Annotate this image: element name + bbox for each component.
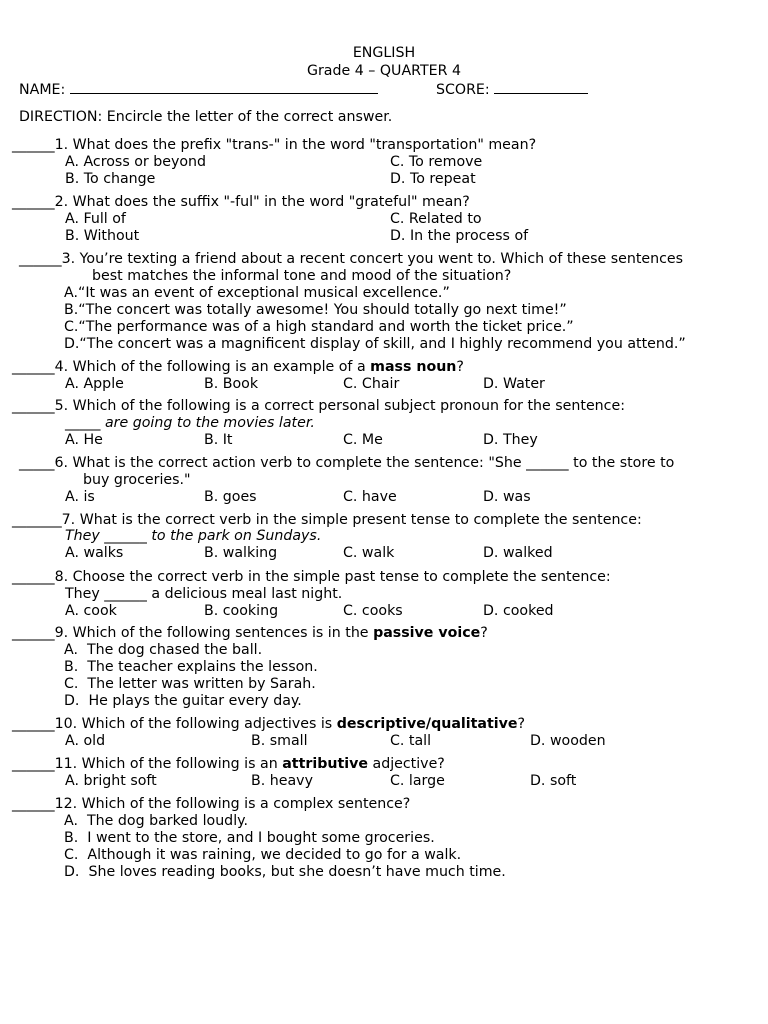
name-label: NAME: <box>19 82 66 98</box>
option-d[interactable]: D. She loves reading books, but she doesn’t have much time. <box>64 864 506 880</box>
option-c[interactable]: C. Although it was raining, we decided to go for a walk. <box>64 847 462 863</box>
question-8 <box>12 569 611 586</box>
option-b[interactable]: B. To change <box>65 171 156 187</box>
option-c[interactable]: C. Chair <box>343 376 400 392</box>
option-a[interactable]: A.“It was an event of exceptional musical excellence.” <box>64 285 450 301</box>
option-b[interactable]: B. It <box>204 432 233 448</box>
option-a[interactable]: A. is <box>65 489 95 505</box>
name-field[interactable] <box>19 81 378 99</box>
question-7 <box>12 512 642 529</box>
answer-blank[interactable]: ______ <box>12 194 55 210</box>
question-keyword: mass noun <box>370 359 457 375</box>
answer-blank[interactable]: ______ <box>12 625 55 641</box>
sentence-blank: _____ <box>65 415 101 431</box>
sentence-text: are going to the movies later. <box>104 415 315 431</box>
question-11 <box>12 756 445 773</box>
option-d[interactable]: D. wooden <box>530 733 606 749</box>
option-d[interactable]: D. To repeat <box>390 171 476 187</box>
score-line <box>494 81 588 94</box>
answer-blank[interactable]: ______ <box>12 716 55 732</box>
option-c[interactable]: C. cooks <box>343 603 403 619</box>
option-c[interactable]: C. walk <box>343 545 395 561</box>
answer-blank[interactable]: _____ <box>19 455 55 471</box>
name-line <box>70 81 378 94</box>
question-1 <box>12 137 536 154</box>
option-c[interactable]: C. Related to <box>390 211 482 227</box>
question-prompt-end: ? <box>480 625 488 641</box>
option-d[interactable]: D. was <box>483 489 531 505</box>
question-keyword: passive voice <box>373 625 481 641</box>
question-prompt-cont: best matches the informal tone and mood of the situation? <box>92 268 512 284</box>
question-prompt: 6. What is the correct action verb to complete the sentence: "She ______ to the store to <box>54 455 675 471</box>
question-prompt: 2. What does the suffix "-ful" in the word "grateful" mean? <box>54 194 470 210</box>
question-9 <box>12 625 488 642</box>
option-d[interactable]: D. Water <box>483 376 545 392</box>
option-a[interactable]: A. old <box>65 733 106 749</box>
answer-blank[interactable]: ______ <box>19 251 62 267</box>
question-6 <box>19 455 674 472</box>
question-2 <box>12 194 470 211</box>
option-c[interactable]: C. have <box>343 489 397 505</box>
option-b[interactable]: B. The teacher explains the lesson. <box>64 659 318 675</box>
option-c[interactable]: C. Me <box>343 432 383 448</box>
question-3 <box>19 251 683 268</box>
option-b[interactable]: B. walking <box>204 545 278 561</box>
option-b[interactable]: B. Without <box>65 228 140 244</box>
question-sentence: They ______ a delicious meal last night. <box>65 586 343 602</box>
option-a[interactable]: A. The dog chased the ball. <box>64 642 263 658</box>
question-prompt: 10. Which of the following adjectives is <box>54 716 337 732</box>
option-c[interactable]: C. The letter was written by Sarah. <box>64 676 316 692</box>
option-b[interactable]: B. goes <box>204 489 257 505</box>
answer-blank[interactable]: _______ <box>12 512 62 528</box>
option-d[interactable]: D. They <box>483 432 538 448</box>
option-b[interactable]: B.“The concert was totally awesome! You should totally go next time!” <box>64 302 567 318</box>
option-b[interactable]: B. cooking <box>204 603 279 619</box>
option-a[interactable]: A. Full of <box>65 211 126 227</box>
answer-blank[interactable]: ______ <box>12 756 55 772</box>
option-d[interactable]: D.“The concert was a magnificent display of skill, and I highly recommend you attend.” <box>64 336 686 352</box>
option-c[interactable]: C. large <box>390 773 445 789</box>
option-d[interactable]: D. In the process of <box>390 228 529 244</box>
question-prompt: 5. Which of the following is a correct personal subject pronoun for the sentence: <box>54 398 625 414</box>
option-a[interactable]: A. The dog barked loudly. <box>64 813 249 829</box>
answer-blank[interactable]: ______ <box>12 796 55 812</box>
option-a[interactable]: A. Across or beyond <box>65 154 207 170</box>
direction-text: DIRECTION: Encircle the letter of the correct answer. <box>19 109 393 125</box>
question-prompt: 3. You’re texting a friend about a recent concert you went to. Which of these sentences <box>61 251 684 267</box>
subject-title: ENGLISH <box>352 45 416 61</box>
score-field[interactable] <box>436 81 588 99</box>
question-5 <box>12 398 625 415</box>
option-c[interactable]: C. tall <box>390 733 432 749</box>
question-4 <box>12 359 464 376</box>
option-a[interactable]: A. cook <box>65 603 117 619</box>
question-12 <box>12 796 410 813</box>
question-prompt: 7. What is the correct verb in the simple present tense to complete the sentence: <box>61 512 642 528</box>
answer-blank[interactable]: ______ <box>12 137 55 153</box>
answer-blank[interactable]: ______ <box>12 359 55 375</box>
answer-blank[interactable]: ______ <box>12 569 55 585</box>
question-prompt-end: ? <box>456 359 464 375</box>
option-c[interactable]: C. To remove <box>390 154 483 170</box>
question-sentence <box>65 415 315 432</box>
question-prompt: 9. Which of the following sentences is in the <box>54 625 374 641</box>
option-a[interactable]: A. bright soft <box>65 773 157 789</box>
option-a[interactable]: A. Apple <box>65 376 124 392</box>
question-keyword: descriptive/qualitative <box>336 716 518 732</box>
option-b[interactable]: B. heavy <box>251 773 313 789</box>
question-keyword: attributive <box>282 756 368 772</box>
option-d[interactable]: D. cooked <box>483 603 554 619</box>
option-d[interactable]: D. walked <box>483 545 553 561</box>
question-prompt: 11. Which of the following is an <box>54 756 283 772</box>
question-prompt: 12. Which of the following is a complex sentence? <box>54 796 411 812</box>
option-d[interactable]: D. He plays the guitar every day. <box>64 693 302 709</box>
option-b[interactable]: B. small <box>251 733 308 749</box>
question-prompt: 8. Choose the correct verb in the simple past tense to complete the sentence: <box>54 569 611 585</box>
question-prompt: 1. What does the prefix "trans-" in the word "transportation" mean? <box>54 137 537 153</box>
option-b[interactable]: B. Book <box>204 376 259 392</box>
question-prompt-end: adjective? <box>368 756 445 772</box>
question-prompt-cont: buy groceries." <box>83 472 191 488</box>
option-d[interactable]: D. soft <box>530 773 577 789</box>
sentence-text: They ______ to the park on Sundays. <box>65 528 322 544</box>
grade-title: Grade 4 – QUARTER 4 <box>306 63 461 79</box>
option-b[interactable]: B. I went to the store, and I bought some groceries. <box>64 830 435 846</box>
answer-blank[interactable]: ______ <box>12 398 55 414</box>
question-prompt-end: ? <box>517 716 526 732</box>
score-label: SCORE: <box>436 82 490 98</box>
option-a[interactable]: A. He <box>65 432 103 448</box>
option-c[interactable]: C.“The performance was of a high standard and worth the ticket price.” <box>64 319 574 335</box>
question-sentence <box>65 528 321 545</box>
question-10 <box>12 716 525 733</box>
option-a[interactable]: A. walks <box>65 545 124 561</box>
question-prompt: 4. Which of the following is an example of a <box>54 359 371 375</box>
